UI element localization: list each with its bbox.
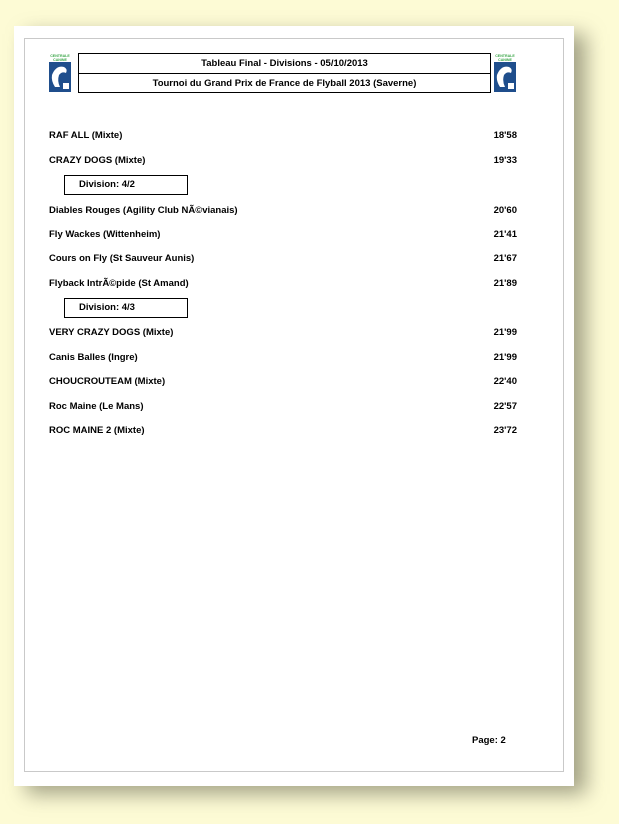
team-time: 23'72: [493, 425, 517, 436]
team-time: 18'58: [493, 130, 517, 141]
logo-text-top: CENTRALE: [495, 54, 515, 58]
team-time: 21'99: [493, 352, 517, 363]
team-time: 19'33: [493, 155, 517, 166]
team-name: Roc Maine (Le Mans): [49, 401, 144, 412]
team-time: 21'89: [493, 278, 517, 289]
team-name: Cours on Fly (St Sauveur Aunis): [49, 253, 195, 264]
header-box: [78, 53, 491, 93]
team-name: ROC MAINE 2 (Mixte): [49, 425, 145, 436]
result-row: [49, 401, 517, 415]
centrale-canine-logo-right: [493, 53, 517, 93]
result-row: [49, 352, 517, 366]
result-row: [49, 130, 517, 144]
team-name: Fly Wackes (Wittenheim): [49, 229, 161, 240]
tournament-subtitle: Tournoi du Grand Prix de France de Flyball 2013 (Saverne): [152, 78, 417, 89]
team-name: Diables Rouges (Agility Club NÃ©vianais): [49, 205, 238, 216]
division-header: Division: 4/2: [64, 175, 188, 195]
page-number: Page: 2: [472, 735, 506, 746]
team-name: CRAZY DOGS (Mixte): [49, 155, 146, 166]
team-name: Canis Balles (Ingre): [49, 352, 138, 363]
team-name: RAF ALL (Mixte): [49, 130, 123, 141]
team-time: 21'67: [493, 253, 517, 264]
result-row: [49, 155, 517, 169]
result-row: [49, 327, 517, 341]
result-row: [49, 229, 517, 243]
team-time: 21'41: [493, 229, 517, 240]
document-page: [14, 26, 574, 786]
team-name: VERY CRAZY DOGS (Mixte): [49, 327, 174, 338]
result-row: [49, 278, 517, 292]
team-time: 21'99: [493, 327, 517, 338]
division-header: Division: 4/3: [64, 298, 188, 318]
team-name: CHOUCROUTEAM (Mixte): [49, 376, 166, 387]
result-row: [49, 253, 517, 267]
result-row: [49, 425, 517, 439]
centrale-canine-logo-left: [48, 53, 72, 93]
team-time: 22'57: [493, 401, 517, 412]
report-title: Tableau Final - Divisions - 05/10/2013: [79, 54, 490, 74]
team-name: Flyback IntrÃ©pide (St Amand): [49, 278, 189, 289]
logo-text-bottom: CANINE: [498, 58, 512, 62]
result-row: [49, 205, 517, 219]
logo-text-top: CENTRALE: [50, 54, 70, 58]
team-time: 20'60: [493, 205, 517, 216]
result-row: [49, 376, 517, 390]
logo-text-bottom: CANINE: [53, 58, 67, 62]
team-time: 22'40: [493, 376, 517, 387]
